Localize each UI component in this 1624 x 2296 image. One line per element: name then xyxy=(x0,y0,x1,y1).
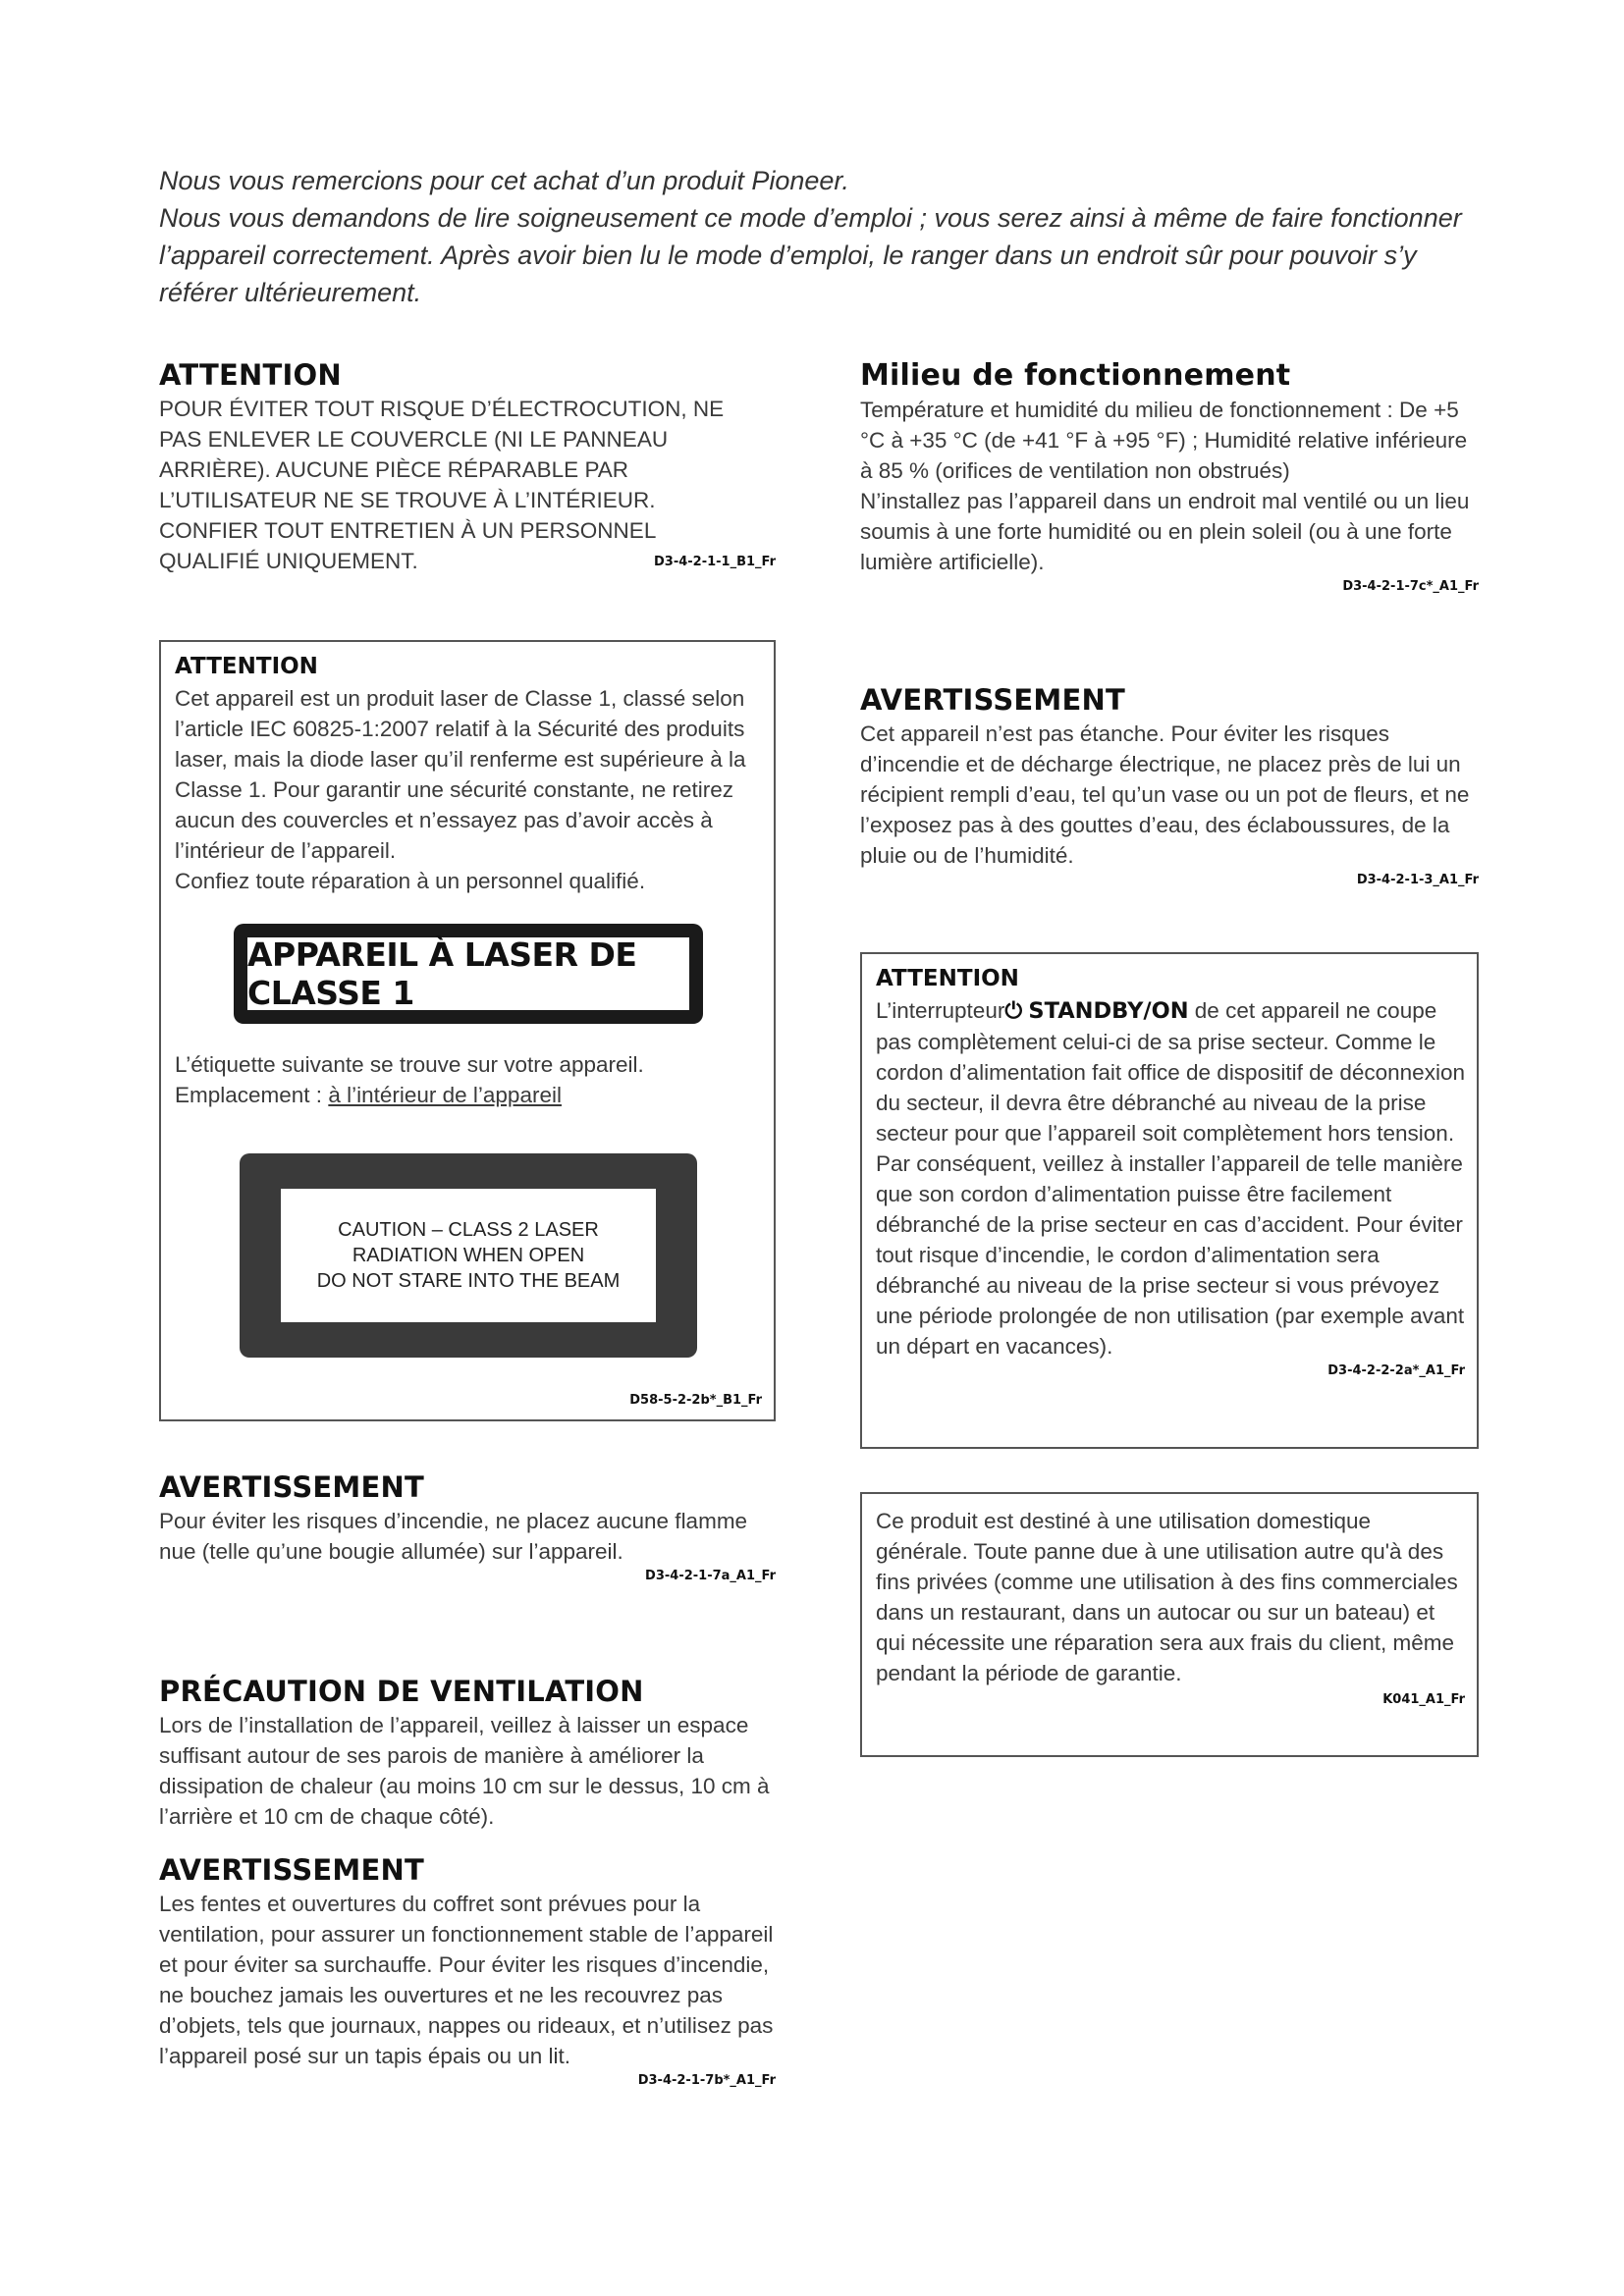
avertissement-eau-section xyxy=(860,683,1479,887)
reference-code: D58-5-2-2b*_B1_Fr xyxy=(629,1393,762,1408)
reference-code: D3-4-2-1-1_B1_Fr xyxy=(653,555,776,569)
intro-line-2: Nous vous demandons de lire soigneusement ce mode d’emploi ; vous serez ainsi à même de faire fonctionner l’appareil correctement. Après avoir bien lu le mode d’emploi, le ranger dans un endroit sûr pour pouvoir s’y référer ultérieurement. xyxy=(159,203,1462,307)
caution-label-inner xyxy=(281,1189,656,1322)
section-text: Pour éviter les risques d’incendie, ne placez aucune flamme nue (telle qu’une bougie allumée) sur l’appareil. xyxy=(159,1509,748,1564)
section-text: Température et humidité du milieu de fonctionnement : De +5 °C à +35 °C (de +41 °F à +95 °F) ; Humidité relative inférieure à 85 % (orifices de ventilation non obstrués) xyxy=(860,398,1468,483)
label-location-text: L’étiquette suivante se trouve sur votre appareil. xyxy=(175,1052,644,1077)
section-title: ATTENTION xyxy=(159,358,342,392)
section-text-2: N’installez pas l’appareil dans un endroit mal ventilé ou un lieu soumis à une forte humidité ou en plein soleil (ou à une forte lumière artificielle). xyxy=(860,489,1470,574)
intro-text xyxy=(159,162,1485,311)
domestic-text: Ce produit est destiné à une utilisation domestique générale. Toute panne due à une utilisation autre qu'à des fins privées (comme une utilisation à des fins commerciales dans un restaurant, dans un autocar ou sur un bateau) et qui nécessite une réparation sera aux frais du client, même pendant la période de garantie. xyxy=(876,1509,1458,1685)
standby-prefix: L’interrupteur xyxy=(876,998,1005,1023)
section-text: Lors de l’installation de l’appareil, veillez à laisser un espace suffisant autour de ses parois de manière à améliorer la dissipation de chaleur (au moins 10 cm sur le dessus, 10 cm à l’arrière et 10 cm de chaque côté). xyxy=(159,1713,770,1829)
standby-button-name: STANDBY/ON xyxy=(1028,998,1189,1024)
caution-line: CAUTION – CLASS 2 LASER xyxy=(338,1219,599,1241)
caution-line: RADIATION WHEN OPEN xyxy=(352,1245,585,1266)
label-location xyxy=(175,1080,762,1110)
reference-code: K041_A1_Fr xyxy=(1382,1692,1465,1707)
box-title: ATTENTION xyxy=(175,654,318,679)
ventilation-section xyxy=(159,1675,776,1832)
standby-text xyxy=(876,995,1465,1362)
reference-code: D3-4-2-1-7a_A1_Fr xyxy=(645,1569,776,1583)
attention-electrocution-section xyxy=(159,358,776,573)
laser-text-2: Confiez toute réparation à un personnel qualifié. xyxy=(175,869,646,893)
reference-code: D3-4-2-1-7c*_A1_Fr xyxy=(1342,579,1479,594)
intro-line-1: Nous vous remercions pour cet achat d’un produit Pioneer. xyxy=(159,166,849,195)
laser-class-label: APPAREIL À LASER DE CLASSE 1 xyxy=(234,924,703,1024)
location-prefix: Emplacement : xyxy=(175,1083,329,1107)
caution-label-graphic xyxy=(240,1153,697,1358)
power-icon: ⏻ xyxy=(1004,998,1023,1023)
standby-body: de cet appareil ne coupe pas complètement celui-ci de sa prise secteur. Comme le cordon d’alimentation fait office de dispositif de déconnexion du secteur, il devra être débranché au niveau de la prise secteur pour que l’appareil soit complètement hors tension. Par conséquent, veillez à installer l’appareil de telle manière que son cordon d’alimentation puisse être facilement débranché de la prise secteur en cas d’accident. Pour éviter tout risque d’incendie, le cordon d’alimentation sera débranché au niveau de la prise secteur si vous prévoyez une période prolongée de non utilisation (par exemple avant un départ en vacances). xyxy=(876,998,1465,1359)
reference-code: D3-4-2-1-3_A1_Fr xyxy=(1356,873,1479,887)
reference-code: D3-4-2-1-7b*_A1_Fr xyxy=(637,2073,776,2088)
section-title: PRÉCAUTION DE VENTILATION xyxy=(159,1675,644,1708)
section-title: Milieu de fonctionnement xyxy=(860,358,1291,393)
milieu-section xyxy=(860,358,1479,594)
avertissement-ouvertures-section xyxy=(159,1853,776,2088)
section-text: Cet appareil n’est pas étanche. Pour éviter les risques d’incendie et de décharge électrique, ne placez près de lui un récipient rempli d’eau, tel qu’un vase ou un pot de fleurs, et ne l’exposez pas à des gouttes d’eau, des éclaboussures, de la pluie ou de l’humidité. xyxy=(860,721,1470,868)
reference-code: D3-4-2-2-2a*_A1_Fr xyxy=(1327,1363,1465,1378)
box-title: ATTENTION xyxy=(876,966,1019,991)
location-value: à l’intérieur de l’appareil xyxy=(328,1083,562,1107)
laser-warning-box xyxy=(159,640,776,1421)
section-title: AVERTISSEMENT xyxy=(860,683,1125,717)
caution-line: DO NOT STARE INTO THE BEAM xyxy=(316,1270,621,1292)
section-text: Les fentes et ouvertures du coffret sont prévues pour la ventilation, pour assurer un fonctionnement stable de l’appareil et pour éviter sa surchauffe. Pour éviter les risques d’incendie, ne bouchez jamais les ouvertures et ne les recouvrez pas d’objets, tels que journaux, nappes ou rideaux, et n’utilisez pas l’appareil posé sur un tapis épais ou un lit. xyxy=(159,1892,774,2068)
section-title: AVERTISSEMENT xyxy=(159,1853,424,1887)
standby-warning-box xyxy=(860,952,1479,1449)
domestic-use-box xyxy=(860,1492,1479,1757)
laser-text: Cet appareil est un produit laser de Classe 1, classé selon l’article IEC 60825-1:2007 relatif à la Sécurité des produits laser, mais la diode laser qu’il renferme est supérieure à la Classe 1. Pour garantir une sécurité constante, ne retirez aucun des couvercles et n’essayez pas d’avoir accès à l’intérieur de l’appareil. xyxy=(175,686,746,863)
section-title: AVERTISSEMENT xyxy=(159,1470,424,1504)
avertissement-flamme-section xyxy=(159,1470,776,1583)
section-text: POUR ÉVITER TOUT RISQUE D’ÉLECTROCUTION, NE PAS ENLEVER LE COUVERCLE (NI LE PANNEAU ARRIÈRE). AUCUNE PIÈCE RÉPARABLE PAR L’UTILISATEUR NE SE TROUVE À L’INTÉRIEUR. CONFIER TOUT ENTRETIEN À UN PERSONNEL QUALIFIÉ UNIQUEMENT. xyxy=(159,397,725,573)
